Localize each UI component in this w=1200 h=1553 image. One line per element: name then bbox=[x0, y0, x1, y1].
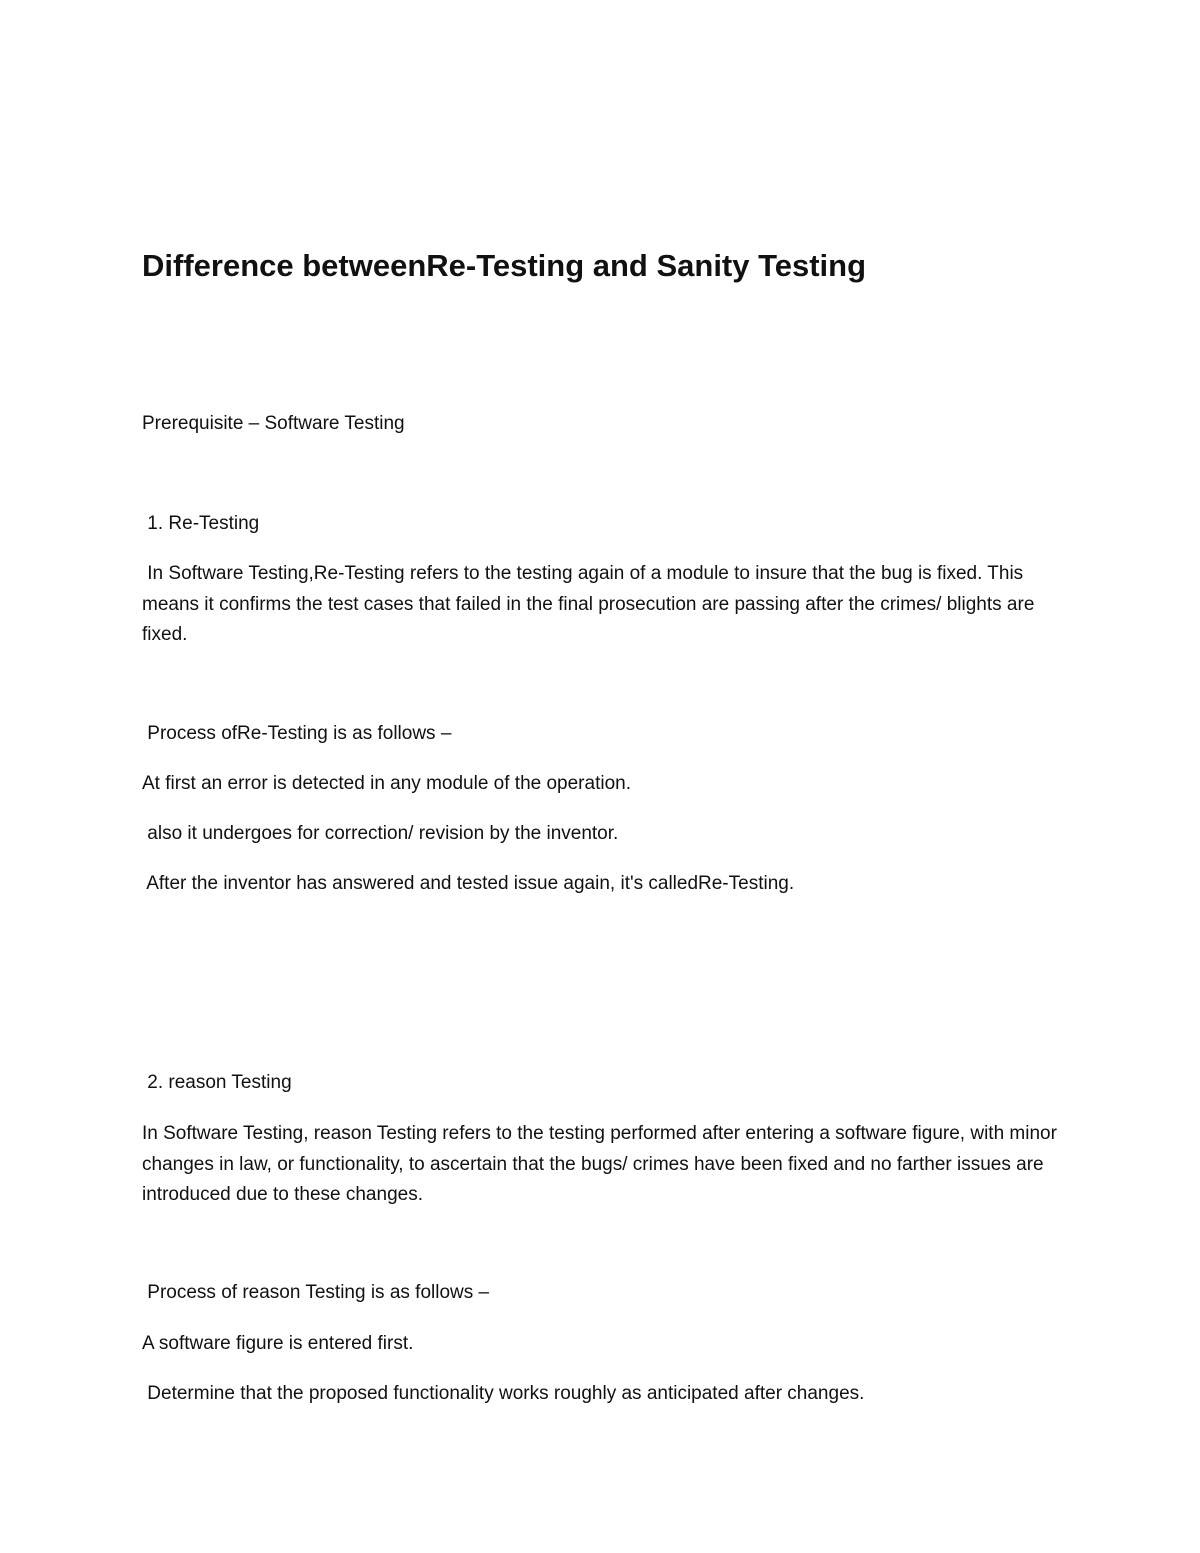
section1-heading: 1. Re-Testing bbox=[142, 513, 260, 534]
section1-step: also it undergoes for correction/ revision by the inventor. bbox=[142, 823, 619, 844]
section2-heading: 2. reason Testing bbox=[142, 1072, 292, 1093]
document-title: Difference betweenRe-Testing and Sanity Testing bbox=[142, 248, 867, 283]
section2-step: A software figure is entered first. bbox=[142, 1333, 414, 1354]
section2-paragraph: In Software Testing, reason Testing refers to the testing performed after entering a software figure, with minor changes in law, or functionality, to ascertain that the bugs/ crimes have been fixed and no farther issues are introduced due to these changes. bbox=[142, 1123, 1063, 1205]
section2-process-heading: Process of reason Testing is as follows – bbox=[142, 1282, 490, 1303]
section1-paragraph: In Software Testing,Re-Testing refers to the testing again of a module to insure that the bug is fixed. This means it confirms the test cases that failed in the final prosecution are passing after the crimes/ blights are fixed. bbox=[142, 563, 1040, 645]
section1-step: After the inventor has answered and tested issue again, it's calledRe-Testing. bbox=[142, 873, 795, 894]
prerequisite-line: Prerequisite – Software Testing bbox=[142, 413, 405, 434]
section1-process-heading: Process ofRe-Testing is as follows – bbox=[142, 723, 452, 744]
section1-step: At first an error is detected in any module of the operation. bbox=[142, 773, 631, 794]
section2-step: Determine that the proposed functionality works roughly as anticipated after changes. bbox=[142, 1383, 865, 1404]
